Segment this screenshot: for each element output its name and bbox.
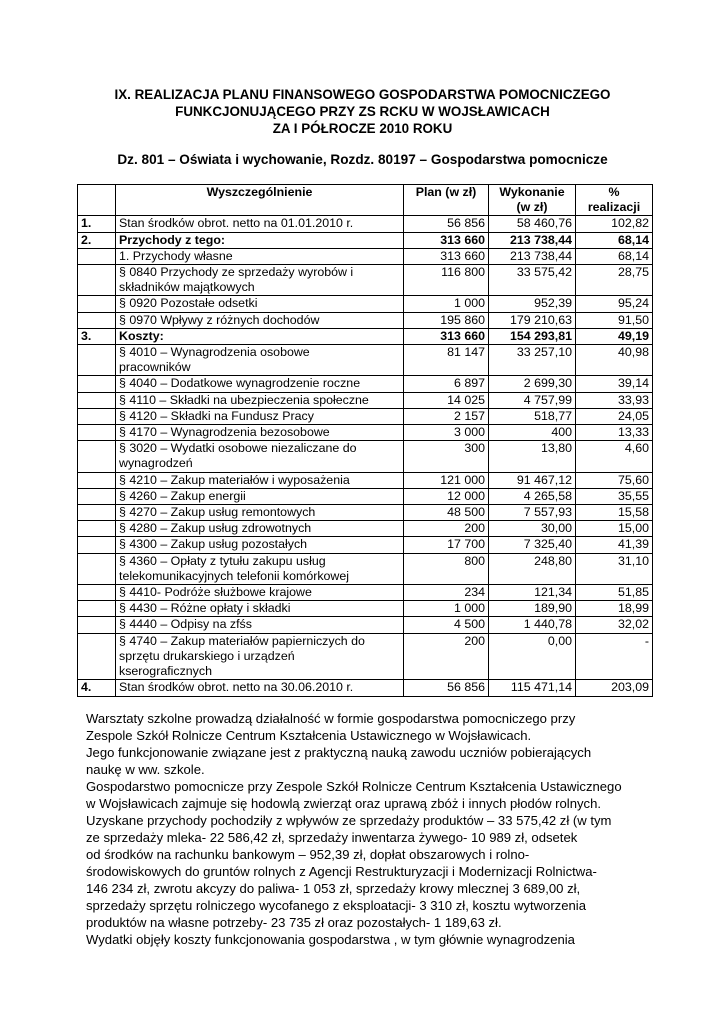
financial-plan-table	[77, 184, 653, 697]
header-execution	[489, 185, 576, 216]
plan-value-cell: 200	[404, 633, 489, 680]
table-row	[78, 408, 653, 424]
row-number-cell	[78, 265, 116, 296]
description-line: § 0840 Przychody ze sprzedaży wyrobów i	[119, 265, 354, 280]
row-description-cell	[116, 345, 404, 376]
percent-value-cell: 91,50	[576, 312, 653, 328]
execution-value-cell: 33 257,10	[489, 345, 576, 376]
execution-value-cell: 952,39	[489, 296, 576, 312]
plan-value-cell: 313 660	[404, 328, 489, 344]
description-line: § 4280 – Zakup usług zdrowotnych	[119, 521, 312, 536]
description-line: § 4270 – Zakup usług remontowych	[119, 505, 316, 520]
percent-value-cell: 203,09	[576, 680, 653, 696]
plan-value-cell: 17 700	[404, 537, 489, 553]
plan-value-cell: 6 897	[404, 376, 489, 392]
title-line-2: FUNKCJONUJĄCEGO PRZY ZS RCKU W WOJSŁAWICACH	[175, 104, 550, 119]
execution-value-cell: 33 575,42	[489, 265, 576, 296]
row-description-cell	[116, 265, 404, 296]
percent-value-cell: 15,58	[576, 505, 653, 521]
table-row	[78, 441, 653, 472]
paragraph-line: Warsztaty szkolne prowadzą działalność w formie gospodarstwa pomocniczego przy	[86, 711, 576, 726]
header-lp	[78, 185, 116, 216]
header-plan: Plan (w zł)	[404, 185, 489, 216]
execution-value-cell: 30,00	[489, 521, 576, 537]
row-description-cell	[116, 296, 404, 312]
description-line: Przychody z tego:	[119, 232, 226, 247]
row-description-cell	[116, 585, 404, 601]
table-row	[78, 585, 653, 601]
table-row	[78, 633, 653, 680]
row-description-cell	[116, 248, 404, 264]
plan-value-cell: 121 000	[404, 472, 489, 488]
row-description-cell	[116, 601, 404, 617]
description-line: Stan środków obrot. netto na 01.01.2010 r.	[119, 216, 354, 231]
table-row	[78, 376, 653, 392]
paragraph-line: Gospodarstwo pomocnicze przy Zespole Szkół Rolnicze Centrum Kształcenia Ustawicznego	[86, 779, 622, 794]
execution-value-cell: 115 471,14	[489, 680, 576, 696]
table-row	[78, 488, 653, 504]
description-line: § 4120 – Składki na Fundusz Pracy	[119, 408, 314, 423]
row-number-cell	[78, 488, 116, 504]
table-row	[78, 425, 653, 441]
row-description-cell	[116, 408, 404, 424]
table-row	[78, 345, 653, 376]
header-percent	[576, 185, 653, 216]
row-description-cell	[116, 617, 404, 633]
row-number-cell	[78, 425, 116, 441]
description-line: § 3020 – Wydatki osobowe niezaliczane do	[119, 441, 357, 456]
plan-value-cell: 195 860	[404, 312, 489, 328]
table-row	[78, 216, 653, 232]
row-description-cell	[116, 441, 404, 472]
table-row	[78, 505, 653, 521]
table-row	[78, 296, 653, 312]
plan-value-cell: 800	[404, 553, 489, 584]
row-description-cell	[116, 537, 404, 553]
paragraph	[86, 744, 641, 778]
execution-value-cell: 91 467,12	[489, 472, 576, 488]
paragraph	[86, 812, 641, 931]
description-line: Stan środków obrot. netto na 30.06.2010 r.	[119, 680, 354, 695]
table-row	[78, 265, 653, 296]
description-line: sprzętu drukarskiego i urządzeń	[119, 648, 295, 663]
plan-value-cell: 4 500	[404, 617, 489, 633]
paragraph	[86, 778, 641, 812]
percent-value-cell: -	[576, 633, 653, 680]
plan-value-cell: 116 800	[404, 265, 489, 296]
table-row	[78, 521, 653, 537]
row-description-cell	[116, 633, 404, 680]
description-line: telekomunikacyjnych telefonii komórkowej	[119, 568, 350, 583]
paragraph	[86, 710, 641, 744]
execution-value-cell: 518,77	[489, 408, 576, 424]
percent-value-cell: 33,93	[576, 392, 653, 408]
row-number-cell	[78, 441, 116, 472]
table-row	[78, 392, 653, 408]
row-description-cell	[116, 521, 404, 537]
execution-value-cell: 154 293,81	[489, 328, 576, 344]
row-number-cell: 2.	[78, 232, 116, 248]
row-number-cell	[78, 345, 116, 376]
percent-value-cell: 68,14	[576, 248, 653, 264]
description-line: § 4440 – Odpisy na zfśs	[119, 617, 252, 632]
description-line: § 4010 – Wynagrodzenia osobowe	[119, 345, 310, 360]
paragraph-line: Uzyskane przychody pochodziły z wpływów ze sprzedaży produktów – 33 575,42 zł (w tym	[86, 813, 612, 828]
table-row	[78, 617, 653, 633]
section-subtitle: Dz. 801 – Oświata i wychowanie, Rozdz. 80197 – Gospodarstwa pomocnicze	[117, 152, 608, 167]
row-number-cell	[78, 633, 116, 680]
execution-value-cell: 400	[489, 425, 576, 441]
execution-value-cell: 2 699,30	[489, 376, 576, 392]
row-number-cell	[78, 296, 116, 312]
header-percent-line-2: realizacji	[587, 200, 641, 215]
percent-value-cell: 32,02	[576, 617, 653, 633]
paragraph-line: od środków na rachunku bankowym – 952,39 zł, dopłat obszarowych i rolno-	[86, 847, 530, 862]
table-row	[78, 601, 653, 617]
execution-value-cell: 58 460,76	[489, 216, 576, 232]
table-row	[78, 248, 653, 264]
plan-value-cell: 234	[404, 585, 489, 601]
table-row	[78, 312, 653, 328]
row-number-cell	[78, 505, 116, 521]
row-number-cell	[78, 312, 116, 328]
paragraph-line: produktów na własne potrzeby- 23 735 zł oraz pozostałych- 1 189,63 zł.	[86, 915, 502, 930]
paragraph-line: sprzedaży sprzętu rolniczego wycofanego z eksploatacji- 3 310 zł, kosztu wytworzenia	[86, 898, 586, 913]
row-description-cell	[116, 312, 404, 328]
percent-value-cell: 35,55	[576, 488, 653, 504]
paragraph-line: naukę w ww. szkole.	[86, 762, 205, 777]
row-number-cell	[78, 376, 116, 392]
table-body	[78, 216, 653, 696]
plan-value-cell: 14 025	[404, 392, 489, 408]
row-number-cell	[78, 553, 116, 584]
percent-value-cell: 28,75	[576, 265, 653, 296]
description-line: § 0970 Wpływy z różnych dochodów	[119, 312, 320, 327]
row-number-cell: 1.	[78, 216, 116, 232]
execution-value-cell: 1 440,78	[489, 617, 576, 633]
percent-value-cell: 40,98	[576, 345, 653, 376]
row-number-cell	[78, 601, 116, 617]
execution-value-cell: 7 557,93	[489, 505, 576, 521]
execution-value-cell: 248,80	[489, 553, 576, 584]
paragraph-line: Zespole Szkół Rolnicze Centrum Kształcenia Ustawicznego w Wojsławicach.	[86, 728, 532, 743]
percent-value-cell: 41,39	[576, 537, 653, 553]
paragraph-line: ze sprzedaży mleka- 22 586,42 zł, sprzedaży inwentarza żywego- 10 989 zł, odsetek	[86, 830, 578, 845]
paragraph-line: 146 234 zł, zwrotu akcyzy do paliwa- 1 053 zł, sprzedaży krowy mlecznej 3 689,00 zł,	[86, 881, 581, 896]
document-title	[60, 86, 665, 137]
description-line: § 4410- Podróże służbowe krajowe	[119, 585, 312, 600]
plan-value-cell: 3 000	[404, 425, 489, 441]
execution-value-cell: 213 738,44	[489, 232, 576, 248]
table-row	[78, 328, 653, 344]
row-description-cell	[116, 488, 404, 504]
execution-value-cell: 213 738,44	[489, 248, 576, 264]
row-number-cell	[78, 408, 116, 424]
row-number-cell	[78, 248, 116, 264]
row-description-cell	[116, 216, 404, 232]
description-line: 1. Przychody własne	[119, 248, 233, 263]
execution-value-cell: 13,80	[489, 441, 576, 472]
paragraph-line: środowiskowych do gruntów rolnych z Agencji Restrukturyzacji i Modernizacji Rolnictwa-	[86, 864, 597, 879]
description-line: § 0920 Pozostałe odsetki	[119, 296, 258, 311]
row-number-cell	[78, 537, 116, 553]
row-number-cell: 3.	[78, 328, 116, 344]
row-description-cell	[116, 505, 404, 521]
percent-value-cell: 18,99	[576, 601, 653, 617]
description-line: Koszty:	[119, 328, 164, 343]
table-row	[78, 472, 653, 488]
title-line-3: ZA I PÓŁROCZE 2010 ROKU	[272, 121, 453, 136]
paragraph-line: w Wojsławicach zajmuje się hodowlą zwierząt oraz uprawą zbóż i innych płodów rolnych.	[86, 796, 602, 811]
row-number-cell	[78, 392, 116, 408]
percent-value-cell: 39,14	[576, 376, 653, 392]
description-line: składników majątkowych	[119, 280, 255, 295]
description-line: § 4360 – Opłaty z tytułu zakupu usług	[119, 553, 326, 568]
percent-value-cell: 13,33	[576, 425, 653, 441]
header-percent-line-1: %	[608, 185, 620, 199]
description-line: § 4170 – Wynagrodzenia bezosobowe	[119, 425, 330, 440]
row-description-cell	[116, 680, 404, 696]
row-description-cell	[116, 232, 404, 248]
execution-value-cell: 7 325,40	[489, 537, 576, 553]
body-text	[86, 710, 641, 948]
description-line: § 4260 – Zakup energii	[119, 488, 246, 503]
row-number-cell	[78, 585, 116, 601]
row-description-cell	[116, 328, 404, 344]
plan-value-cell: 12 000	[404, 488, 489, 504]
table-row	[78, 680, 653, 696]
paragraph-line: Wydatki objęły koszty funkcjonowania gospodarstwa , w tym głównie wynagrodzenia	[86, 932, 575, 947]
plan-value-cell: 48 500	[404, 505, 489, 521]
table-header-row	[78, 185, 653, 216]
execution-value-cell: 4 265,58	[489, 488, 576, 504]
plan-value-cell: 56 856	[404, 680, 489, 696]
row-number-cell	[78, 617, 116, 633]
row-description-cell	[116, 472, 404, 488]
percent-value-cell: 102,82	[576, 216, 653, 232]
header-execution-line-2: (w zł)	[516, 200, 548, 215]
paragraph	[86, 931, 641, 948]
description-line: § 4110 – Składki na ubezpieczenia społeczne	[119, 392, 369, 407]
plan-value-cell: 2 157	[404, 408, 489, 424]
row-description-cell	[116, 376, 404, 392]
plan-value-cell: 1 000	[404, 296, 489, 312]
plan-value-cell: 313 660	[404, 232, 489, 248]
plan-value-cell: 56 856	[404, 216, 489, 232]
description-line: § 4740 – Zakup materiałów papierniczych do	[119, 633, 365, 648]
plan-value-cell: 1 000	[404, 601, 489, 617]
description-line: wynagrodzeń	[119, 456, 193, 471]
header-description: Wyszczególnienie	[116, 185, 404, 216]
header-execution-line-1: Wykonanie	[499, 185, 565, 199]
description-line: kserograficznych	[119, 664, 212, 679]
percent-value-cell: 49,19	[576, 328, 653, 344]
description-line: pracowników	[119, 360, 191, 375]
table-row	[78, 232, 653, 248]
description-line: § 4430 – Różne opłaty i składki	[119, 601, 291, 616]
percent-value-cell: 4,60	[576, 441, 653, 472]
description-line: § 4210 – Zakup materiałów i wyposażenia	[119, 472, 350, 487]
execution-value-cell: 179 210,63	[489, 312, 576, 328]
percent-value-cell: 24,05	[576, 408, 653, 424]
execution-value-cell: 0,00	[489, 633, 576, 680]
percent-value-cell: 51,85	[576, 585, 653, 601]
row-number-cell	[78, 472, 116, 488]
execution-value-cell: 189,90	[489, 601, 576, 617]
row-number-cell: 4.	[78, 680, 116, 696]
title-line-1: IX. REALIZACJA PLANU FINANSOWEGO GOSPODARSTWA POMOCNICZEGO	[114, 87, 611, 102]
plan-value-cell: 200	[404, 521, 489, 537]
table-row	[78, 553, 653, 584]
description-line: § 4300 – Zakup usług pozostałych	[119, 537, 308, 552]
percent-value-cell: 95,24	[576, 296, 653, 312]
table-row	[78, 537, 653, 553]
percent-value-cell: 75,60	[576, 472, 653, 488]
execution-value-cell: 121,34	[489, 585, 576, 601]
row-description-cell	[116, 425, 404, 441]
plan-value-cell: 81 147	[404, 345, 489, 376]
plan-value-cell: 300	[404, 441, 489, 472]
percent-value-cell: 68,14	[576, 232, 653, 248]
plan-value-cell: 313 660	[404, 248, 489, 264]
percent-value-cell: 15,00	[576, 521, 653, 537]
percent-value-cell: 31,10	[576, 553, 653, 584]
row-number-cell	[78, 521, 116, 537]
execution-value-cell: 4 757,99	[489, 392, 576, 408]
paragraph-line: Jego funkcjonowanie związane jest z praktyczną nauką zawodu uczniów pobierających	[86, 745, 592, 760]
description-line: § 4040 – Dodatkowe wynagrodzenie roczne	[119, 376, 361, 391]
row-description-cell	[116, 392, 404, 408]
row-description-cell	[116, 553, 404, 584]
